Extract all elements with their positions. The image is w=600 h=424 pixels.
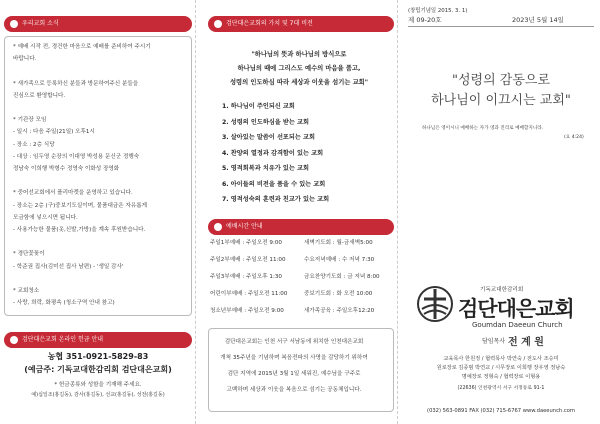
service-time: 금요찬양기도회 : 금 저녁 8:00 bbox=[304, 274, 380, 280]
news-box bbox=[4, 36, 192, 316]
service-time: 새벽기도회 : 월-금새벽5:00 bbox=[304, 240, 373, 246]
bullet-icon bbox=[10, 20, 18, 28]
news-item: 바랍니다. bbox=[13, 56, 37, 63]
service-header bbox=[208, 219, 394, 235]
service-time: 청소년부예배 : 주일오전 9:00 bbox=[210, 308, 284, 314]
church-info-line: 검단대은교회는 인천 서구 서남동에 위치한 인천대은교회 bbox=[224, 339, 364, 345]
church-info-box bbox=[208, 328, 394, 412]
pastor-role: 담임목사 bbox=[482, 338, 506, 345]
vision-item: 4. 찬양의 열정과 감격함이 있는 교회 bbox=[222, 149, 324, 157]
vision-header-label: 검단대은교회의 가치 및 7대 비전 bbox=[226, 20, 313, 27]
news-header bbox=[4, 16, 192, 32]
vision-statement-line: "하나님의 뜻과 하나님의 방식으로 bbox=[251, 51, 347, 58]
news-item: 진심으로 환영합니다. bbox=[13, 92, 66, 99]
bulletin-date: 2023년 5월 14일 bbox=[512, 16, 564, 24]
news-item: - 장소 : 2층 식당 bbox=[13, 141, 55, 148]
contact-info: (032) 563-0891 FAX (032) 715-6767 www.daeeunch.com bbox=[427, 408, 575, 414]
offering-note: * 헌금종류와 성함을 기재해 주세요. bbox=[54, 382, 142, 388]
news-item: - 대상 : 임두영 순장의 이대영 박성용 문신군 정행숙 bbox=[13, 153, 140, 160]
service-time: 새가족공육 : 주일오후12:20 bbox=[304, 308, 375, 314]
staff-line: 교육목사 한원정 / 협력목사 박연숙 / 전도사 조승미 bbox=[443, 356, 559, 362]
church-name: 검단대은교회 bbox=[458, 297, 574, 321]
service-time: 주일1부예배 : 주일오전 9:00 bbox=[210, 240, 282, 246]
news-item: * 기관장 모임 bbox=[13, 117, 47, 124]
service-time: 주일3부예배 : 주일오후 1:30 bbox=[210, 274, 282, 280]
vision-item: 6. 아이들의 비전을 품을 수 있는 교회 bbox=[222, 180, 326, 188]
church-info-line: 개척 35주년을 기념하며 복음전파의 사명을 감당하기 위하여 bbox=[220, 355, 368, 361]
divider bbox=[408, 26, 594, 27]
news-item: - 장소는 2층 (구)중보기도실이며, 물품대금은 자유롭게 bbox=[13, 202, 148, 209]
account-holder: (예금주: 기독교대한감리회 검단대은교회) bbox=[24, 365, 172, 374]
pastor-name: 전 계 원 bbox=[508, 337, 544, 348]
news-item: - 일시 : 다음 주일(21일) 오후1시 bbox=[13, 129, 95, 136]
service-time: 어린이부예배 : 주일오전 11:00 bbox=[210, 291, 288, 297]
news-item: - 학준권 집사(김미선 집사 남편) - '생일 감사' bbox=[13, 263, 124, 270]
scripture-text: 하나님은 영이시니 예배하는 자가 영과 진리로 예배할지니라. bbox=[422, 126, 544, 131]
news-item: * 경단꽃꽂이 bbox=[13, 251, 45, 258]
theme-line-2: 하나님이 이끄시는 교회" bbox=[431, 93, 571, 108]
service-time: 주일2부예배 : 주일오전 11:00 bbox=[210, 257, 286, 263]
service-header-label: 예배시간 안내 bbox=[226, 223, 263, 230]
church-name-english: Goumdan Daeeun Church bbox=[472, 321, 563, 329]
news-item: - 사용가능한 물품(옷,신발,가방)을 계속 후원받습니다. bbox=[13, 227, 146, 233]
staff-line: 원로장로 김종범 박연교 / 시무장로 이희행 장우영 정남숙 bbox=[436, 365, 566, 371]
vision-item: 7. 영적성숙의 훈련과 친교가 있는 교회 bbox=[222, 196, 330, 203]
vision-statement-line: 성령의 인도하심 따라 세상과 이웃을 섬기는 교회" bbox=[229, 79, 369, 86]
news-header-label: 우리교회 소식 bbox=[22, 20, 59, 27]
cover-column bbox=[402, 0, 600, 424]
news-item: * 중어선교회에서 플리마켓을 운영하고 있습니다. bbox=[13, 190, 133, 197]
service-time: 수요저녁예배 : 수 저녁 7:30 bbox=[304, 257, 375, 263]
bullet-icon bbox=[214, 223, 222, 231]
news-item: * 교회청소 bbox=[13, 288, 40, 294]
news-item: * 예배 시작 전, 경건한 마음으로 예배를 준비하여 주시기 bbox=[13, 44, 151, 50]
staff-line: 명예장로 정형숙 / 협력장로 이형용 bbox=[461, 374, 541, 380]
offering-header-label: 검단대은교회 온라인 헌금 안내 bbox=[22, 336, 104, 343]
denomination: 기독교대한감리회 bbox=[480, 287, 524, 293]
address: (22636) 인천광역시 서구 서정동로 91-1 bbox=[457, 386, 545, 391]
news-item: 정남숙 이희행 박형수 정영숙 이화성 장영화 bbox=[13, 166, 120, 172]
news-item: * 새가족으로 등록하신 분들과 방문하여주신 분들을 bbox=[13, 80, 139, 87]
news-column bbox=[0, 0, 196, 424]
offering-example: 예)십일조(홍길동), 감사(홍길동), 선교(홍길동), 성전(홍길동) bbox=[31, 392, 165, 398]
vision-column bbox=[200, 0, 398, 424]
bullet-icon bbox=[214, 20, 222, 28]
news-item: - 사랑, 희락, 화평속 (청소구역 안내 참고) bbox=[13, 300, 115, 307]
vision-item: 1. 하나님이 주인되신 교회 bbox=[222, 103, 295, 110]
vision-item: 5. 영적회복과 치유가 있는 교회 bbox=[222, 165, 309, 172]
news-item: 모금함에 넣으시면 됩니다. bbox=[13, 214, 78, 221]
offering-header bbox=[4, 332, 192, 348]
church-info-line: 고백하며 세상과 이웃을 복음으로 섬기는 공동체입니다. bbox=[226, 387, 362, 393]
church-logo-icon bbox=[416, 285, 454, 323]
church-info-line: 검단 지역에 2015년 3월 1일 세워진, 예수님을 구주로 bbox=[227, 371, 361, 377]
issue-number: 제 09-20호 bbox=[408, 16, 442, 24]
bank-account: 농협 351-0921-5829-83 bbox=[47, 352, 149, 361]
bullet-icon bbox=[10, 336, 18, 344]
founded-date: (창립기념일 2015. 3. 1) bbox=[408, 8, 468, 14]
service-time: 중보기도회 : 화 오전 10:00 bbox=[304, 291, 373, 297]
theme-line-1: "성령의 감동으로 bbox=[451, 73, 551, 88]
vision-item: 3. 살아있는 말씀이 선포되는 교회 bbox=[222, 134, 315, 141]
vision-statement-line: 하나님의 때에 그리스도 예수의 마음을 품고, bbox=[237, 65, 361, 72]
vision-header bbox=[208, 16, 394, 32]
scripture-reference: (요 4:24) bbox=[564, 135, 584, 140]
vision-item: 2. 성령의 인도하심을 받는 교회 bbox=[222, 118, 309, 126]
